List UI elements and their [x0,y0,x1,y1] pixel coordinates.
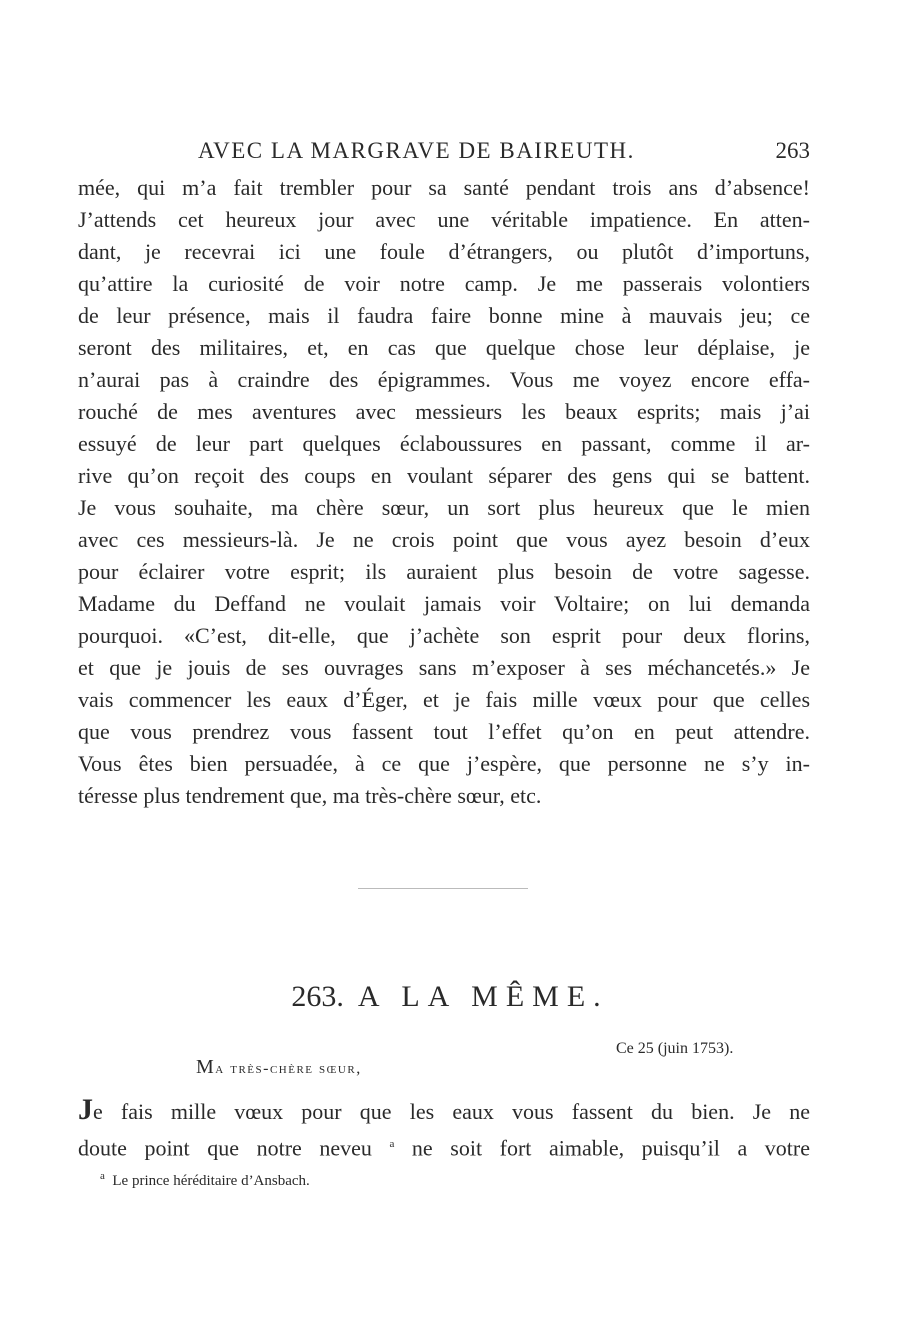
salutation-initial: M [196,1056,216,1078]
text-line: n’aurai pas à craindre des épigrammes. Vous me voyez encore effa- [78,367,810,392]
letter-heading [0,980,900,1014]
text-line: qu’attire la curiosité de voir notre camp. Je me passerais volontiers [78,271,810,296]
text-line [78,1127,810,1161]
text-line [78,1093,810,1127]
text-line: Vous êtes bien persuadée, à ce que j’espère, que personne ne s’y in- [78,751,810,776]
text-line: seront des militaires, et, en cas que quelque chose leur déplaise, je [78,335,810,360]
text-line: que vous prendrez vous fassent tout l’effet qu’on en peut attendre. [78,719,810,744]
footnote-ref: a [389,1138,395,1150]
text-line: essuyé de leur part quelques éclaboussures en passant, comme il ar- [78,431,810,456]
text-line: vais commencer les eaux d’Éger, et je fais mille vœux pour que celles [78,687,810,712]
salutation-rest: a très-chère sœur, [215,1060,362,1077]
letter-continued-text [78,172,810,812]
page-number: 263 [775,138,810,163]
salutation [196,1056,362,1079]
running-header [78,138,810,168]
new-letter-text [78,1093,810,1161]
line-text: e fais mille vœux pour que les eaux vous fassent du bien. Je ne [93,1099,810,1124]
text-line: Je vous souhaite, ma chère sœur, un sort plus heureux que le mien [78,495,810,520]
footnote-text: Le prince héréditaire d’Ansbach. [112,1173,310,1189]
letter-number: 263. [291,980,344,1013]
text-line: pour éclairer votre esprit; ils auraient plus besoin de votre sagesse. [78,559,810,584]
line-text: ne soit fort aimable, puisqu’il a votre [394,1135,810,1161]
footnote [100,1170,310,1190]
text-line: Madame du Deffand ne voulait jamais voir Voltaire; on lui demanda [78,591,810,616]
text-line: de leur présence, mais il faudra faire bonne mine à mauvais jeu; ce [78,303,810,328]
letter-title: A LA MÊME. [357,980,609,1013]
running-title: AVEC LA MARGRAVE DE BAIREUTH. [198,138,635,163]
text-line: dant, je recevrai ici une foule d’étrangers, ou plutôt d’importuns, [78,239,810,264]
line-text: doute point que notre neveu [78,1135,372,1161]
text-line: rive qu’on reçoit des coups en voulant séparer des gens qui se battent. [78,463,810,488]
text-line: avec ces messieurs-là. Je ne crois point que vous ayez besoin d’eux [78,527,810,552]
text-line: et que je jouis de ses ouvrages sans m’exposer à ses méchancetés.» Je [78,655,810,680]
text-line: téresse plus tendrement que, ma très-chère sœur, etc. [78,783,542,808]
section-divider [358,888,528,889]
text-line: mée, qui m’a fait trembler pour sa santé pendant trois ans d’absence! [78,175,810,200]
letter-date: Ce 25 (juin 1753). [616,1040,734,1057]
drop-cap: J [78,1093,93,1126]
text-line: rouché de mes aventures avec messieurs les beaux esprits; mais j’ai [78,399,810,424]
text-line: J’attends cet heureux jour avec une véritable impatience. En atten- [78,207,810,232]
text-line: pourquoi. «C’est, dit-elle, que j’achète son esprit pour deux florins, [78,623,810,648]
footnote-mark: a [100,1170,105,1182]
